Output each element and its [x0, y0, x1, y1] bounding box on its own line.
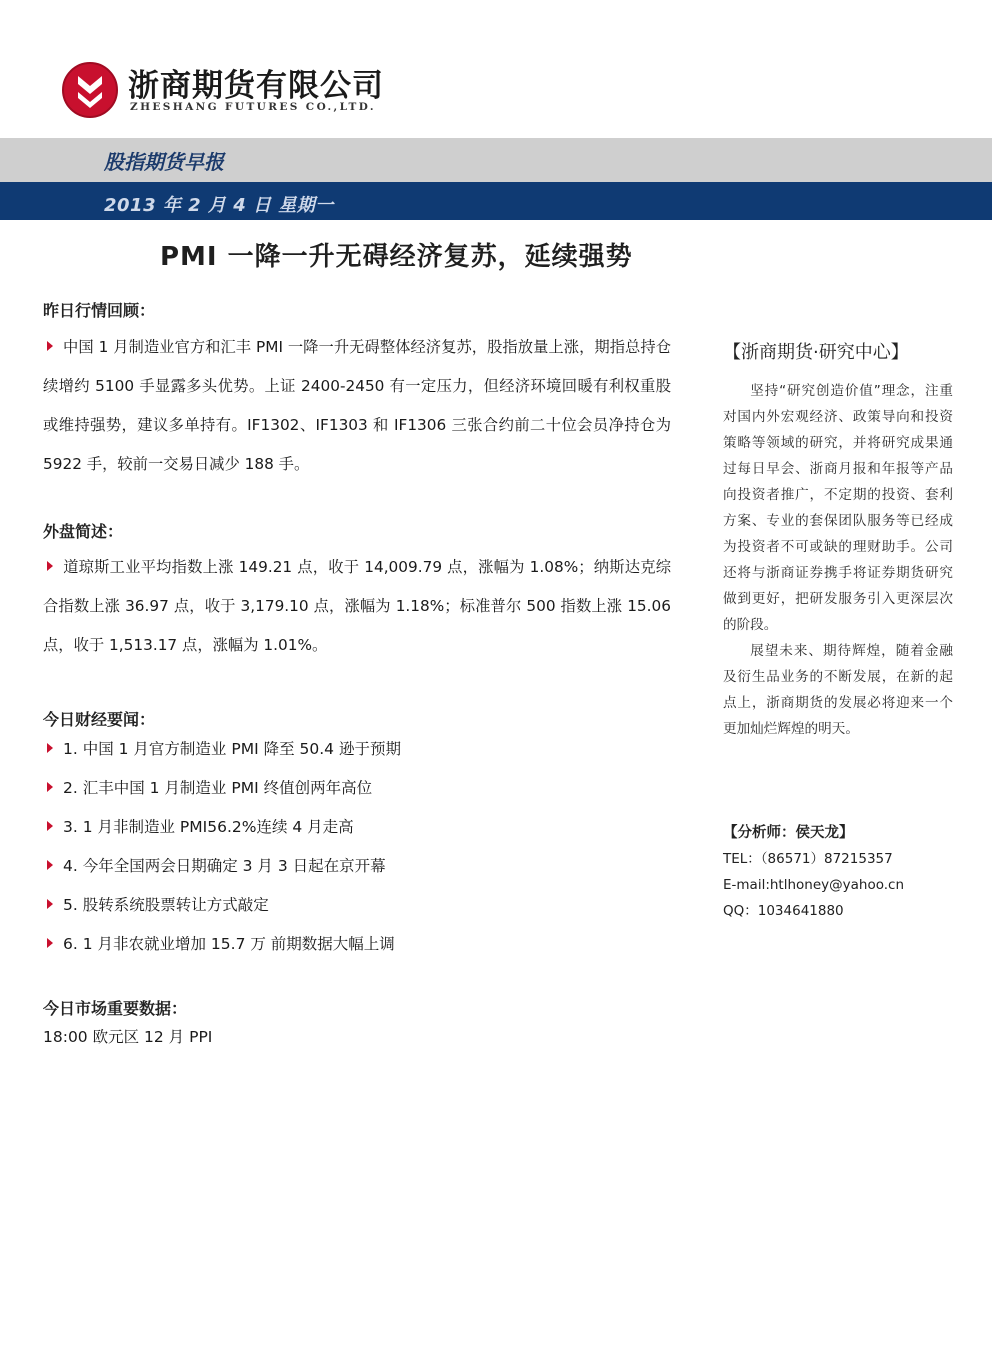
- research-center-para: 展望未来、期待辉煌，随着金融及衍生品业务的不断发展，在新的起点上，浙商期货的发展必将迎来一个更加灿烂辉煌的明天。: [723, 643, 953, 737]
- bullet-triangle-icon: [47, 561, 53, 571]
- date-band: [0, 182, 992, 220]
- bullet-triangle-icon: [47, 899, 53, 909]
- company-name-cn: 浙商期货有限公司: [128, 68, 384, 104]
- overseas-text: 道琼斯工业平均指数上涨 149.21 点，收于 14,009.79 点，涨幅为 1.08%；纳斯达克综合指数上涨 36.97 点，收于 3,179.10 点，涨幅为 1.18%；标准普尔 500 指数上涨 15.06 点，收于 1,513.17 点，涨幅为 1.01%。: [43, 558, 671, 654]
- research-center-description: [723, 378, 953, 742]
- bullet-triangle-icon: [47, 782, 53, 792]
- company-name-en: ZHESHANG FUTURES CO.,LTD.: [130, 101, 376, 113]
- analyst-phone: TEL：（86571）87215357: [723, 851, 893, 867]
- report-type-band: [0, 138, 992, 182]
- list-item: 4. 今年全国两会日期确定 3 月 3 日起在京开幕: [43, 847, 401, 886]
- analyst-info: [723, 820, 904, 924]
- report-date: 2013 年 2 月 4 日 星期一: [104, 195, 334, 216]
- list-item: 2. 汇丰中国 1 月制造业 PMI 终值创两年高位: [43, 769, 401, 808]
- review-paragraph: [43, 328, 671, 484]
- list-item: 3. 1 月非制造业 PMI56.2%连续 4 月走高: [43, 808, 401, 847]
- report-type: 股指期货早报: [104, 150, 224, 174]
- overseas-section-title: 外盘简述：: [43, 522, 124, 541]
- market-data-section-title: 今日市场重要数据：: [43, 999, 188, 1018]
- analyst-qq: QQ：1034641880: [723, 903, 844, 919]
- list-item: 1. 中国 1 月官方制造业 PMI 降至 50.4 逊于预期: [43, 730, 401, 769]
- list-item: 5. 股转系统股票转让方式敲定: [43, 886, 401, 925]
- review-section-title: 昨日行情回顾：: [43, 301, 156, 320]
- list-item: 6. 1 月非农就业增加 15.7 万 前期数据大幅上调: [43, 925, 401, 964]
- analyst-name: 【分析师：侯天龙】: [723, 825, 854, 841]
- bullet-triangle-icon: [47, 821, 53, 831]
- bullet-triangle-icon: [47, 938, 53, 948]
- news-section-title: 今日财经要闻：: [43, 710, 156, 729]
- research-center-para: 坚持“研究创造价值”理念，注重对国内外宏观经济、政策导向和投资策略等领域的研究，并将研究成果通过每日早会、浙商月报和年报等产品向投资者推广，不定期的投资、套利方案、专业的套保团队服务等已经成为投资者不可或缺的理财助手。公司还将与浙商证券携手将证券期货研究做到更好，把研发服务引入更深层次的阶段。: [723, 383, 953, 633]
- bullet-triangle-icon: [47, 743, 53, 753]
- review-text: 中国 1 月制造业官方和汇丰 PMI 一降一升无碍整体经济复苏，股指放量上涨，期指总持仓续增约 5100 手显露多头优势。上证 2400-2450 有一定压力，但经济环境回暖有利权重股或维持强势，建议多单持有。IF1302、IF1303 和 IF1306 三张合约前二十位会员净持仓为 5922 手，较前一交易日减少 188 手。: [43, 338, 671, 473]
- analyst-email: E-mail:htlhoney@yahoo.cn: [723, 877, 905, 893]
- page-title: PMI 一降一升无碍经济复苏，延续强势: [160, 242, 633, 272]
- research-center-title: 【浙商期货·研究中心】: [723, 342, 909, 363]
- company-logo-icon: [62, 62, 118, 118]
- news-list: [43, 730, 401, 964]
- bullet-triangle-icon: [47, 860, 53, 870]
- market-data-line: 18:00 欧元区 12 月 PPI: [43, 1028, 213, 1046]
- bullet-triangle-icon: [47, 341, 53, 351]
- overseas-paragraph: [43, 548, 671, 665]
